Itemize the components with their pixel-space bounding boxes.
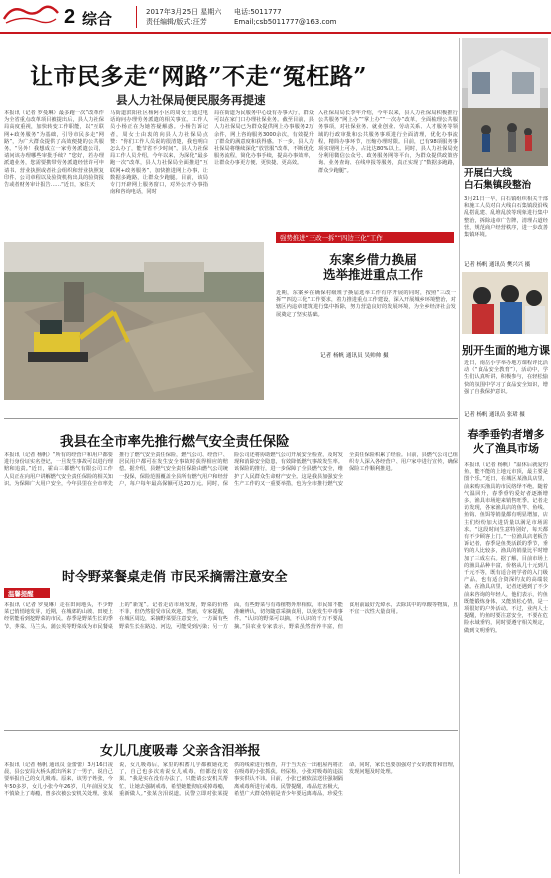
veggie-tag-text: 温馨提醒: [8, 590, 34, 598]
demolition-photo: [462, 38, 548, 166]
veggie-tag: [4, 588, 50, 598]
masthead-phone: 电话:5011777: [234, 8, 282, 16]
lead-col1: 本报讯（记者 罗曼琳）最多跑一次”改革作为全省重点改革项目被提出后，县人力社保局高度重视，加快转变工作职能，以“互联网+政务服务”为基础，引导市民多走“网路”，为广大群众提供了高效便捷的公共服务。“另外！我想成立一家劳务派遣公司，请问该办理哪些审批手续？”您好，若办理派遣业务，您需要携带劳务派遣经营许可申请书、营业执照或者社会组织和营业执照复印件、公司章程以及验资机构出具的验资报告或者财务审计报告……“近日，家住天: [4, 110, 104, 189]
school-headline: 别开生面的地方课: [462, 344, 550, 357]
spring-body: 近期，东案乡在确保村级班子换届选举工作有序开展的同时，按照“三改一拆”“四边三化”工作要求，着力推进重点工作建设，深入开展城乡环境整治，对辖区内违章建筑进行集中拆除，努力营造良好的发展环境，为全乡经济社会发展奠定了坚实基础。: [276, 290, 456, 318]
gas-headline: 我县在全市率先推行燃气安全责任保险: [60, 434, 290, 450]
fish-body: 本报讯（记者 杨帆）“温休后就爱钓鱼，能不能的上地元市顶，最主要是图个乐。”近日，在城区某渔具店里，前来购买渔具的市民络绎不绝。随着气温回升，春季垂钓爱好者逐渐增多，渔具市场迎来销售旺季。记者走访发现，各家渔具店的鱼竿、鱼线、鱼钩、鱼饵等销量都有明显增加，店主们纷纷加大进货量以满足市场需求。“这段时间生意特别好，每天都有不少顾客上门。”一位渔具店老板告诉记者，春季是鱼类活跃的季节，垂钓的人比较多，渔具的销量比平时增加了三成左右。据了解，目前市场上的渔具品种丰富，价格从几十元到几千元不等，既有适合初学者的入门级产品，也有适合资深钓友的高端装备。在渔具店里，记者还遇到了不少前来咨询的年轻人，他们表示，钓鱼既能锻炼身体，又能放松心情，是一项很好的户外活动。不过，业内人士提醒，钓鱼时要注意安全，不要在危险水域垂钓，同时要遵守相关规定，做到文明垂钓。: [464, 462, 548, 634]
masthead-editor: 责任编辑/版式:汪芳: [146, 18, 207, 26]
veggie-headline: 时令野菜餐桌走俏 市民采摘需注意安全: [62, 570, 288, 585]
lead-headline: 让市民多走“网路”不走“冤枉路”: [30, 63, 367, 90]
school-byline: 记者 杨帆 通讯员 张珺 摄: [464, 412, 525, 418]
demolition-caption-byline: 记者 杨帆 通讯员 樊兴兴 摄: [464, 262, 531, 268]
lead-photo-excavator: [4, 242, 264, 400]
fish-headline: 春季垂钓者增多 火了渔具市场: [467, 428, 545, 455]
drug-headline: 女儿几度吸毒 父亲含泪举报: [100, 744, 261, 759]
demolition-caption-body: 3月21日一早，白石镇组织相关干部和施工人员对白大线白石集镇段沿线乱搭乱建、乱堆乱放等现象进行集中整治，拆除违章广告牌，清理占道经营，规范商户经营秩序，进一步改善集镇环境。: [464, 196, 548, 239]
drug-body: 本报讯（记者 杨帆 通讯员 金蕾蕾）3月16日凌晨，县公安局大桥头派出所来了一男子，说自己要举报自己的女儿吸毒。原来，该男子姓张，今年50多岁，女儿小张今年26岁，几年前因交友不慎染上了毒瘾，曾多次被公安机关处理。张某说，女儿吸毒后，家里的积蓄几乎都被她花光了，自己也多次劝说女儿戒毒，但都没有效果。“我是实在没有办法了，只能请公安机关帮忙，让她去强制戒毒，希望她能彻底戒掉毒瘾，重新做人。”张某含泪说道。民警立即对张某提供的线索进行核查，并于当天在一出租屋内将正在吸毒的小张抓获。经尿检，小张对吸毒的违法事实供认不讳。目前，小张已被依法送往强制隔离戒毒所进行戒毒。民警提醒，毒品危害极大，希望广大群众特别是青少年要远离毒品，珍爱生命，同时，家长也要加强对子女的教育和管理，发现问题及时处理。: [4, 762, 458, 797]
masthead-divider: [136, 6, 137, 28]
demolition-caption-title: 开展白大线 白石集镇段整治: [464, 168, 532, 191]
lead-col4: 入社保局局长李年介绍，今年以来，县人力社保局积极推行公共服务“网上办”“掌上办”“一次办”改革，全面梳理公共服务事项，对社保业务、就业创业、劳动关系、人才服务等领域的行政审批和公共服务事项进行全面清理，优化办事流程，精简办事环节，压缩办理时限。目前，已有98项服务事项实现网上可办，占比达80%以上。同时，县人力社保局充分利用微信公众号、政务服务网等平台，为群众提供政策咨询、业务查询、在线申报等服务，真正实现了“数据多跑路，群众少跑腿”。: [318, 110, 458, 174]
spring-headline: 东案乡借力换届 选举推进重点工作: [322, 252, 423, 282]
lead-col2: 马街道滨阳社区杨阿小区的周女士通过电话询问办理劳务派遣的相关事宜。工作人员小杨正在为她答疑解惑。小杨告诉记者，周女士由衷的向县人力社保局点赞：“你们工作人员说的很清楚，我也明白怎么办了，能节省不少时间”。县人力社保局工作人员介绍，今年以来，为深化“最多跑一次”改革，县人力社保局全面推进“互联网+政务服务”，加快推进网上办事，让数据多跑路，让群众少跑腿。目前，该局专门开辟网上服务窗口，对外公开办事指南和咨询电话，同时: [110, 110, 208, 196]
school-body: 近日，南岳小学举办地方课程评比活动（“食品安全教育”），活动中，学生们认真听讲，积极参与，在轻松愉快的氛围中学习了食品安全知识，增强了自我保护意识。: [464, 360, 548, 395]
lead-subhead: 县人力社保局便民服务再提速: [116, 93, 266, 107]
masthead-date: 2017年3月25日 星期六: [146, 8, 222, 16]
spring-tag-text: 强势推进“三改一拆”“四边三化”工作: [280, 234, 383, 242]
rule-1: [4, 418, 458, 419]
gas-body: 本报讯（记者 杨帆）“所有的经营户和用户都要进行身份证实名登记，一旦发生事故可以进行理赔和追责。”近日，霍山三都燃气有限公司工作人员正在向用户讲解燃气安全责任保险的相关知识。为保障广大用户安全，今年县里在全市率先推行了燃气安全责任保险，燃气公司、经营户、居民用户都可在发生安全事故时获得相应的赔偿。据介绍，县燃气安全责任保险由燃气公司统一投保，保险范围覆盖全县所有燃气用户和经营户，每户每年最高保额可达20万元。同时，保险公司还将协助燃气公司开展安全检查，及时发现和消除安全隐患，有效降低燃气事故发生率。该保险的推行，进一步保障了全县燃气安全，维护了人民群众生命财产安全。这是我县加强安全生产工作的又一重要举措，也为全市推行燃气安全责任保险积累了经验。目前，县燃气公司已组织专人深入各经营户、用户家中进行宣传，确保保险工作顺利推进。: [4, 452, 458, 487]
page-number: 2: [64, 6, 76, 28]
spring-tag: [276, 232, 454, 243]
masthead: [0, 0, 551, 34]
masthead-logo: [2, 3, 60, 27]
section-title: 综合: [82, 10, 113, 28]
column-divider-right: [459, 38, 460, 874]
masthead-rule: [0, 32, 551, 34]
masthead-email: Email;csb5011777@163.com: [234, 18, 337, 26]
spring-byline: 记者 杨帆 通讯员 吴帅帅 摄: [320, 353, 389, 359]
veggie-body: 本报讯（记者 罗曼琳）走在田间地头，不少野菜已悄悄地发芽，近期，在城郊的山坡、田埂上经常能看到挖野菜的市民。春季是野菜生长的季节，荠菜、马兰头、蒲公英等野菜成为市民餐桌上的“新宠”。记者走访市场发现，野菜的价格不菲，但仍然很受市民欢迎。然而，专家提醒，在城区周边，采摘野菜要注意安全，一方面有些野菜生长在路边、河边，可能受到污染；另一方面，有些野菜与有毒植物外形相似，市民如不能准确辨认，切勿随意采摘食用，以免发生中毒事件。“认识的野菜可以摘，不认识的千万不要乱摘。”县农业专家表示，野菜虽然营养丰富，但食用前最好先焯水，去除其中的草酸等物质，且不宜一次性大量食用。: [4, 602, 458, 630]
lead-col3: 局在街道为民服务中心设有办事大厅，群众可以在家门口办理社保业务。截至目前，县人力社保局已为群众提供网上办事服务2万余件，网上咨询服务3000余次，有效提升了群众的满意度和获得感。下一步，县人力社保局将继续深化“放管服”改革，不断优化服务流程，简化办事手续，提高办事效率，让群众办事更方便、更快捷、更高效。: [214, 110, 314, 167]
school-photo: [462, 272, 548, 334]
rule-2: [4, 730, 458, 731]
